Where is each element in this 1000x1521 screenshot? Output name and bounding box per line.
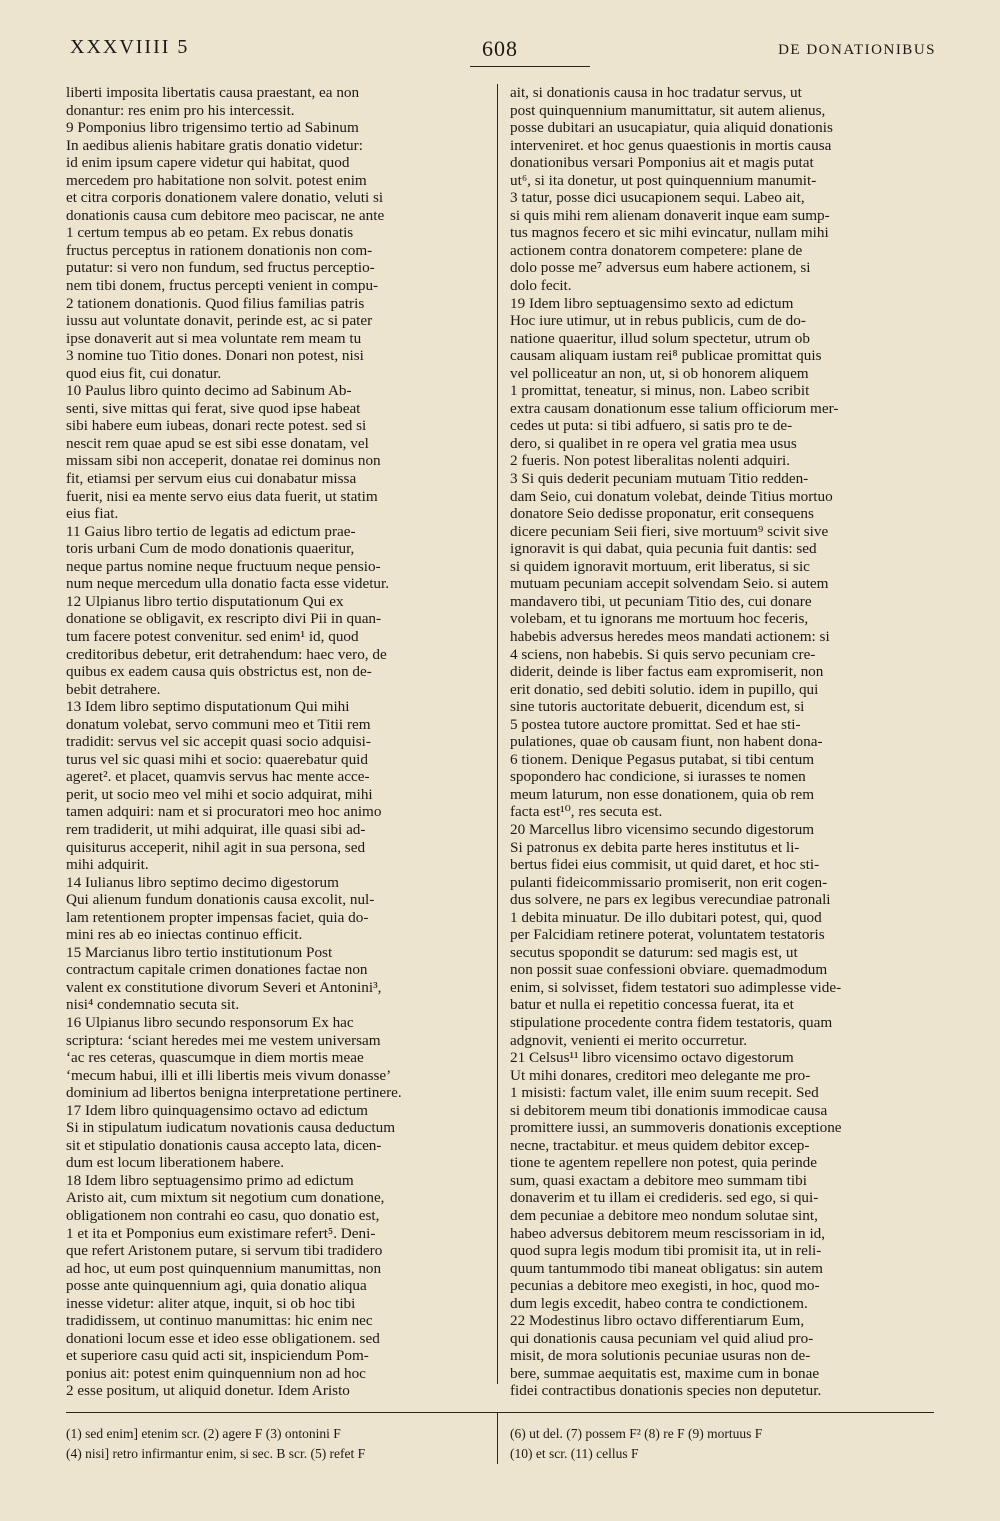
- text-line: tus magnos fecero et sic mihi evincatur, nullam mihi: [510, 224, 829, 242]
- text-line: erit donatio, sed debiti solutio. idem in pupillo, qui: [510, 680, 819, 698]
- text-line: quisiturus acceperit, nihil agit in sua persona, sed: [66, 838, 366, 856]
- text-line: senti, sive mittas qui ferat, sive quod ipse habeat: [66, 399, 361, 417]
- text-line: meum laturum, non esse donationem, quia ob rem: [510, 785, 815, 803]
- text-line: fructus perceptus in rationem donationis non com-: [66, 241, 373, 259]
- text-line: quod eius fit, cui donatur.: [66, 364, 222, 382]
- text-line: 20 Marcellus libro vicensimo secundo digestorum: [510, 820, 815, 838]
- left-text-column: [66, 84, 490, 1400]
- text-line: tum facere potest convenitur. sed enim¹ id, quod: [66, 627, 359, 645]
- text-line: fidei contractibus donationis species non deputetur.: [510, 1382, 822, 1400]
- text-line: pulanti fideicommissario promiserit, non erit cogen-: [510, 873, 828, 891]
- footnote-rule: [66, 1412, 934, 1413]
- text-line: nescit rem quae apud se est sibi esse donatam, vel: [66, 434, 369, 452]
- text-line: perit, ut socio meo vel mihi et socio adquirat, mihi: [66, 785, 373, 803]
- text-line: ignoravit is qui dabat, quia pecunia fuit dantis: sed: [510, 540, 817, 558]
- header-rule: [470, 66, 590, 67]
- text-line: liberti imposita libertatis causa praestant, ea non: [66, 84, 360, 101]
- text-line: promittere iussi, an summoveris donationis exceptione: [510, 1119, 842, 1137]
- text-line: batur et nulla ei repetitio concessa fuerat, ita et: [510, 996, 794, 1014]
- text-line: ad hoc, ut eum post quinquennium manumittas, non: [66, 1259, 382, 1277]
- text-line: et citra corporis donationem valere donatio, veluti si: [66, 189, 384, 207]
- text-line: 13 Idem libro septimo disputationum Qui mihi: [66, 698, 350, 716]
- text-line: 1 certum tempus ab eo petam. Ex rebus donatis: [66, 224, 354, 242]
- text-line: 3 Si quis dederit pecuniam mutuam Titio redden-: [510, 470, 809, 488]
- text-line: 2 fueris. Non potest liberalitas nolenti adquiri.: [510, 452, 791, 470]
- text-line: num neque mercedum ulla donatio facta esse videtur.: [66, 575, 390, 593]
- text-line: 11 Gaius libro tertio de legatis ad edictum prae-: [66, 522, 356, 540]
- text-line: stipulatione procedente contra fidem testatoris, quam: [510, 1013, 833, 1031]
- footnotes-right: [510, 1424, 934, 1464]
- text-line: secutus spopondit se daturum: sed magis est, ut: [510, 943, 798, 961]
- text-line: 1 et ita et Pomponius eum existimare refert⁵. Deni-: [66, 1224, 376, 1242]
- text-line: Si in stipulatum iudicatum novationis causa deductum: [66, 1119, 396, 1137]
- text-line: Si patronus ex debita parte heres institutus et li-: [510, 838, 800, 856]
- text-line: dum legis excedit, habeo contra te condictionem.: [510, 1294, 808, 1312]
- text-line: non possit suae confessioni obviare. quemadmodum: [510, 961, 828, 979]
- text-line: pulationes, quae ob causam fiunt, non habent dona-: [510, 733, 823, 751]
- text-line: natione quaeritur, illud solum spectetur, utrum ob: [510, 329, 810, 347]
- text-line: mutuam pecuniam accepit solvendam Seio. si autem: [510, 575, 829, 593]
- text-line: dolo fecit.: [510, 277, 572, 295]
- text-line: 2 esse positum, ut aliquid donetur. Idem Aristo: [66, 1382, 350, 1400]
- text-line: tamen adquiri: nam et si procuratori meo hoc animo: [66, 803, 382, 821]
- text-line: facta est¹⁰, res secuta est.: [510, 803, 663, 821]
- text-line: bebit detrahere.: [66, 680, 161, 698]
- text-line: missam sibi non acceperit, donatae rei dominus non: [66, 452, 381, 470]
- text-line: ut⁶, si ita donetur, ut post quinquennium manumit-: [510, 171, 817, 189]
- text-line: dero, si qualibet in re opera vel gratia mea usus: [510, 434, 797, 452]
- text-line: 10 Paulus libro quinto decimo ad Sabinum Ab-: [66, 382, 352, 400]
- text-line: 18 Idem libro septuagensimo primo ad edictum: [66, 1171, 354, 1189]
- text-line: volebam, et tu ignorans me mortuum hoc feceris,: [510, 610, 809, 628]
- text-line: mini res ab eo iniectas continuo efficit.: [66, 926, 303, 944]
- text-line: interveniret. et hoc genus quaestionis in mortis causa: [510, 136, 832, 154]
- text-line: posse ante quinquennium agi, quia donatio aliqua: [66, 1277, 367, 1295]
- text-line: 3 nomine tuo Titio dones. Donari non potest, nisi: [66, 347, 364, 365]
- text-line: 2 tationem donationis. Quod filius familias patris: [66, 294, 365, 312]
- text-line: habebis adversus heredes meos mandati actionem: si: [510, 627, 830, 645]
- text-line: habeo adversus debitorem meum rescissoriam in id,: [510, 1224, 826, 1242]
- text-line: dam Seio, cui donatum volebat, deinde Titius mortuo: [510, 487, 833, 505]
- page-number: 608: [482, 36, 518, 61]
- text-line: scriptura: ‘sciant heredes mei me vestem universam: [66, 1031, 381, 1049]
- text-line: adgnovit, venienti ei merito occurretur.: [510, 1031, 748, 1049]
- text-line: id enim ipsum capere videtur qui habitat, quod: [66, 154, 350, 172]
- text-line: mandavero tibi, ut pecuniam Titio des, cui donare: [510, 592, 812, 610]
- text-line: 14 Iulianus libro septimo decimo digestorum: [66, 873, 339, 891]
- text-line: dem pecuniae a debitore meo nondum solutae sint,: [510, 1207, 818, 1224]
- text-line: sit et stipulatio donationis causa accepto lata, dicen-: [66, 1136, 382, 1154]
- footnote-line: (10) et scr. (11) cellus F: [510, 1446, 639, 1461]
- text-line: donatione se obligavit, ex rescripto divi Pii in quan-: [66, 610, 382, 628]
- text-line: ipse donaverit aut si mea voluntate rem meam tu: [66, 329, 362, 347]
- text-line: sum, quasi exactam a debitore meo summam tibi: [510, 1171, 807, 1189]
- text-line: neque partus nomine neque fructuum neque pensio-: [66, 557, 381, 575]
- text-line: obligationem non contrahi eo casu, quo donatio est,: [66, 1207, 380, 1224]
- text-line: tradidissem, ut continuo manumittas: hic enim nec: [66, 1312, 373, 1330]
- text-line: que refert Aristonem putare, si servum tibi tradidero: [66, 1242, 383, 1260]
- text-line: eius fiat.: [66, 505, 119, 523]
- footnote-line: (1) sed enim] etenim scr. (2) agere F (3) ontonini F: [66, 1426, 341, 1441]
- text-line: nem tibi donem, fructus percepti venient in compu-: [66, 277, 379, 295]
- text-line: cedes ut puta: si tibi adfuero, si satis pro te de-: [510, 417, 793, 435]
- text-line: inesse videtur: aliter atque, inquit, si ob hoc tibi: [66, 1294, 356, 1312]
- text-line: toris urbani Cum de modo donationis quaeritur,: [66, 540, 355, 558]
- text-line: Qui alienum fundum donationis causa excolit, nul-: [66, 891, 375, 909]
- text-line: donationibus versari Pomponius ait et magis putat: [510, 154, 814, 172]
- text-line: tione te agentem repellere non potest, quia perinde: [510, 1154, 818, 1172]
- text-line: si quis mihi rem alienam donaverit inque eam sump-: [510, 206, 830, 224]
- text-line: donatum volebat, servo communi meo et Titii rem: [66, 715, 371, 733]
- text-line: 3 tatur, posse dici usucapionem sequi. Labeo ait,: [510, 189, 805, 207]
- text-line: dus solvere, ne pars ex legibus verecundiae patronali: [510, 891, 831, 909]
- text-line: quibus ex eadem causa quis obstrictus est, non de-: [66, 663, 372, 681]
- text-line: sibi habere eum iubeas, donari recte potest. sed si: [66, 417, 367, 435]
- text-line: quod supra legis modum tibi promisit ita, ut in reli-: [510, 1242, 822, 1260]
- text-line: 1 promittat, teneatur, si minus, non. Labeo scribit: [510, 382, 810, 400]
- text-line: misit, de mora solutionis pecuniae usuras non de-: [510, 1347, 811, 1365]
- text-line: 5 postea tutore auctore promittat. Sed et hae sti-: [510, 715, 801, 733]
- text-line: ponius ait: potest enim quinquennium non ad hoc: [66, 1364, 366, 1382]
- text-line: valent ex constitutione divorum Severi et Antonini³,: [66, 978, 382, 996]
- text-line: iussu aut voluntate donavit, perinde est, ac si pater: [66, 312, 373, 330]
- text-line: ‘ac res ceteras, quascumque in diem mortis meae: [66, 1049, 364, 1067]
- text-line: 4 sciens, non habebis. Si quis servo pecuniam cre-: [510, 645, 816, 663]
- text-line: bertus fidei eius commisit, ut quid daret, et hoc sti-: [510, 856, 820, 874]
- footnote-divider: [497, 1412, 498, 1464]
- text-line: In aedibus alienis habitare gratis donatio videtur:: [66, 136, 363, 154]
- text-line: necne, tractabitur. et meus quidem debitor excep-: [510, 1136, 810, 1154]
- text-line: putatur: si vero non fundum, sed fructus perceptio-: [66, 259, 375, 277]
- text-line: dominium ad libertos benigna interpretatione pertinere.: [66, 1084, 402, 1102]
- text-line: donationis causa cum debitore meo paciscar, ne ante: [66, 206, 385, 224]
- text-line: donantur: res enim pro his intercessit.: [66, 101, 295, 119]
- text-line: 21 Celsus¹¹ libro vicensimo octavo digestorum: [510, 1049, 794, 1067]
- text-line: tradidit: servus vel sic accepit quasi socio adquisi-: [66, 733, 371, 751]
- text-line: posse dubitari an usucapiatur, quia aliquid donationis: [510, 119, 833, 137]
- text-line: Ut mihi donares, creditori meo delegante me pro-: [510, 1066, 811, 1084]
- text-line: mihi adquirit.: [66, 856, 149, 874]
- text-line: dolo posse me⁷ adversus eum habere actionem, si: [510, 259, 811, 277]
- text-line: per Falcidiam retinere poterat, voluntatem testatoris: [510, 926, 825, 944]
- text-line: actionem contra donatorem competere: plane de: [510, 241, 803, 259]
- text-line: ait, si donationis causa in hoc tradatur servus, ut: [510, 84, 802, 101]
- footnote-line: (4) nisi] retro infirmantur enim, si sec. B scr. (5) refet F: [66, 1446, 366, 1461]
- text-line: spopondero hac condicione, si iurasses te nomen: [510, 768, 806, 786]
- text-line: 6 tionem. Denique Pegasus putabat, si tibi centum: [510, 750, 815, 768]
- text-line: 22 Modestinus libro octavo differentiarum Eum,: [510, 1312, 805, 1330]
- text-line: Aristo ait, cum mixtum sit negotium cum donatione,: [66, 1189, 385, 1207]
- text-line: rem tradiderit, ut mihi adquirat, ille quasi sibi ad-: [66, 820, 366, 838]
- text-line: qui donationis causa pecuniam vel quid aliud pro-: [510, 1329, 814, 1347]
- text-line: lam retentionem propter impensas faciet, quia do-: [66, 908, 369, 926]
- text-line: et superiore casu quid acti sit, inspiciendum Pom-: [66, 1347, 369, 1365]
- text-line: donaverim et tu illam ei credideris. sed ego, si qui-: [510, 1189, 819, 1207]
- text-line: diderit, deinde is liber factus eam expromiserit, non: [510, 663, 824, 681]
- text-line: fit, etiamsi per servum eius cui donabatur missa: [66, 470, 357, 488]
- text-line: nisi⁴ condemnatio secuta sit.: [66, 996, 240, 1014]
- column-divider: [497, 84, 498, 1384]
- footnote-line: (6) ut del. (7) possem F² (8) re F (9) mortuus F: [510, 1426, 763, 1441]
- text-line: mercedem pro habitatione non solvit. potest enim: [66, 171, 367, 189]
- text-line: ageret². et placet, quamvis servus hac mente acce-: [66, 768, 370, 786]
- text-line: bere, summae aequitatis est, maxime cum in bonae: [510, 1364, 820, 1382]
- text-line: donatore Seio dedisse proponatur, erit consequens: [510, 505, 814, 523]
- text-line: ‘mecum habui, illi et illi libertis meis vivum donasse’: [66, 1066, 392, 1084]
- text-line: 1 misisti: factum valet, ille enim suum recepit. Sed: [510, 1084, 819, 1102]
- text-line: 12 Ulpianus libro tertio disputationum Qui ex: [66, 592, 344, 610]
- text-line: donationi locum esse et ideo esse obligationem. sed: [66, 1329, 380, 1347]
- text-line: turus vel sic quasi mihi et socio: quaerebatur quid: [66, 750, 368, 768]
- text-line: pecunias a debitore meo exegisti, in hoc, quod mo-: [510, 1277, 820, 1295]
- text-line: 9 Pomponius libro trigensimo tertio ad Sabinum: [66, 119, 359, 137]
- running-head-title: DE DONATIONIBUS: [778, 42, 936, 58]
- text-line: enim, si solvisset, fidem testatori suo adimplesse vide-: [510, 978, 842, 996]
- text-line: si quidem ignoravit mortuum, erit liberatus, si sic: [510, 557, 810, 575]
- text-line: dum est locum liberationem habere.: [66, 1154, 285, 1172]
- running-head-book: XXXVIIII 5: [70, 36, 190, 58]
- text-line: sine tutoris auctoritate debuerit, dicendum est, si: [510, 698, 805, 716]
- text-line: quum tantummodo tibi maneat obligatus: sin autem: [510, 1259, 823, 1277]
- text-line: dicere pecuniam Seii fieri, sive mortuum⁹ scivit sive: [510, 522, 829, 540]
- text-line: causam aliquam iustam rei⁸ publicae promittat quis: [510, 347, 822, 365]
- text-line: vel polliceatur an non, ut, si ob honorem aliquem: [510, 364, 809, 382]
- text-line: 1 debita minuatur. De illo dubitari potest, qui, quod: [510, 908, 822, 926]
- text-line: post quinquennium manumittatur, sit autem alienus,: [510, 101, 826, 119]
- text-line: 16 Ulpianus libro secundo responsorum Ex hac: [66, 1013, 354, 1031]
- right-text-column: [510, 84, 932, 1400]
- text-line: 15 Marcianus libro tertio institutionum Post: [66, 943, 333, 961]
- text-line: creditoribus debetur, erit detrahendum: haec vero, de: [66, 645, 387, 663]
- text-line: contractum capitale crimen donationes factae non: [66, 961, 368, 979]
- text-line: 19 Idem libro septuagensimo sexto ad edictum: [510, 294, 794, 312]
- text-line: extra causam donationum esse talium officiorum mer-: [510, 399, 839, 417]
- text-line: si debitorem meum tibi donationis immodicae causa: [510, 1101, 828, 1119]
- footnotes-left: [66, 1424, 490, 1464]
- text-line: 17 Idem libro quinquagensimo octavo ad edictum: [66, 1101, 368, 1119]
- text-line: Hoc iure utimur, ut in rebus publicis, cum de do-: [510, 312, 806, 330]
- text-line: fuerit, nisi ea mente servo eius data fuerit, ut statim: [66, 487, 378, 505]
